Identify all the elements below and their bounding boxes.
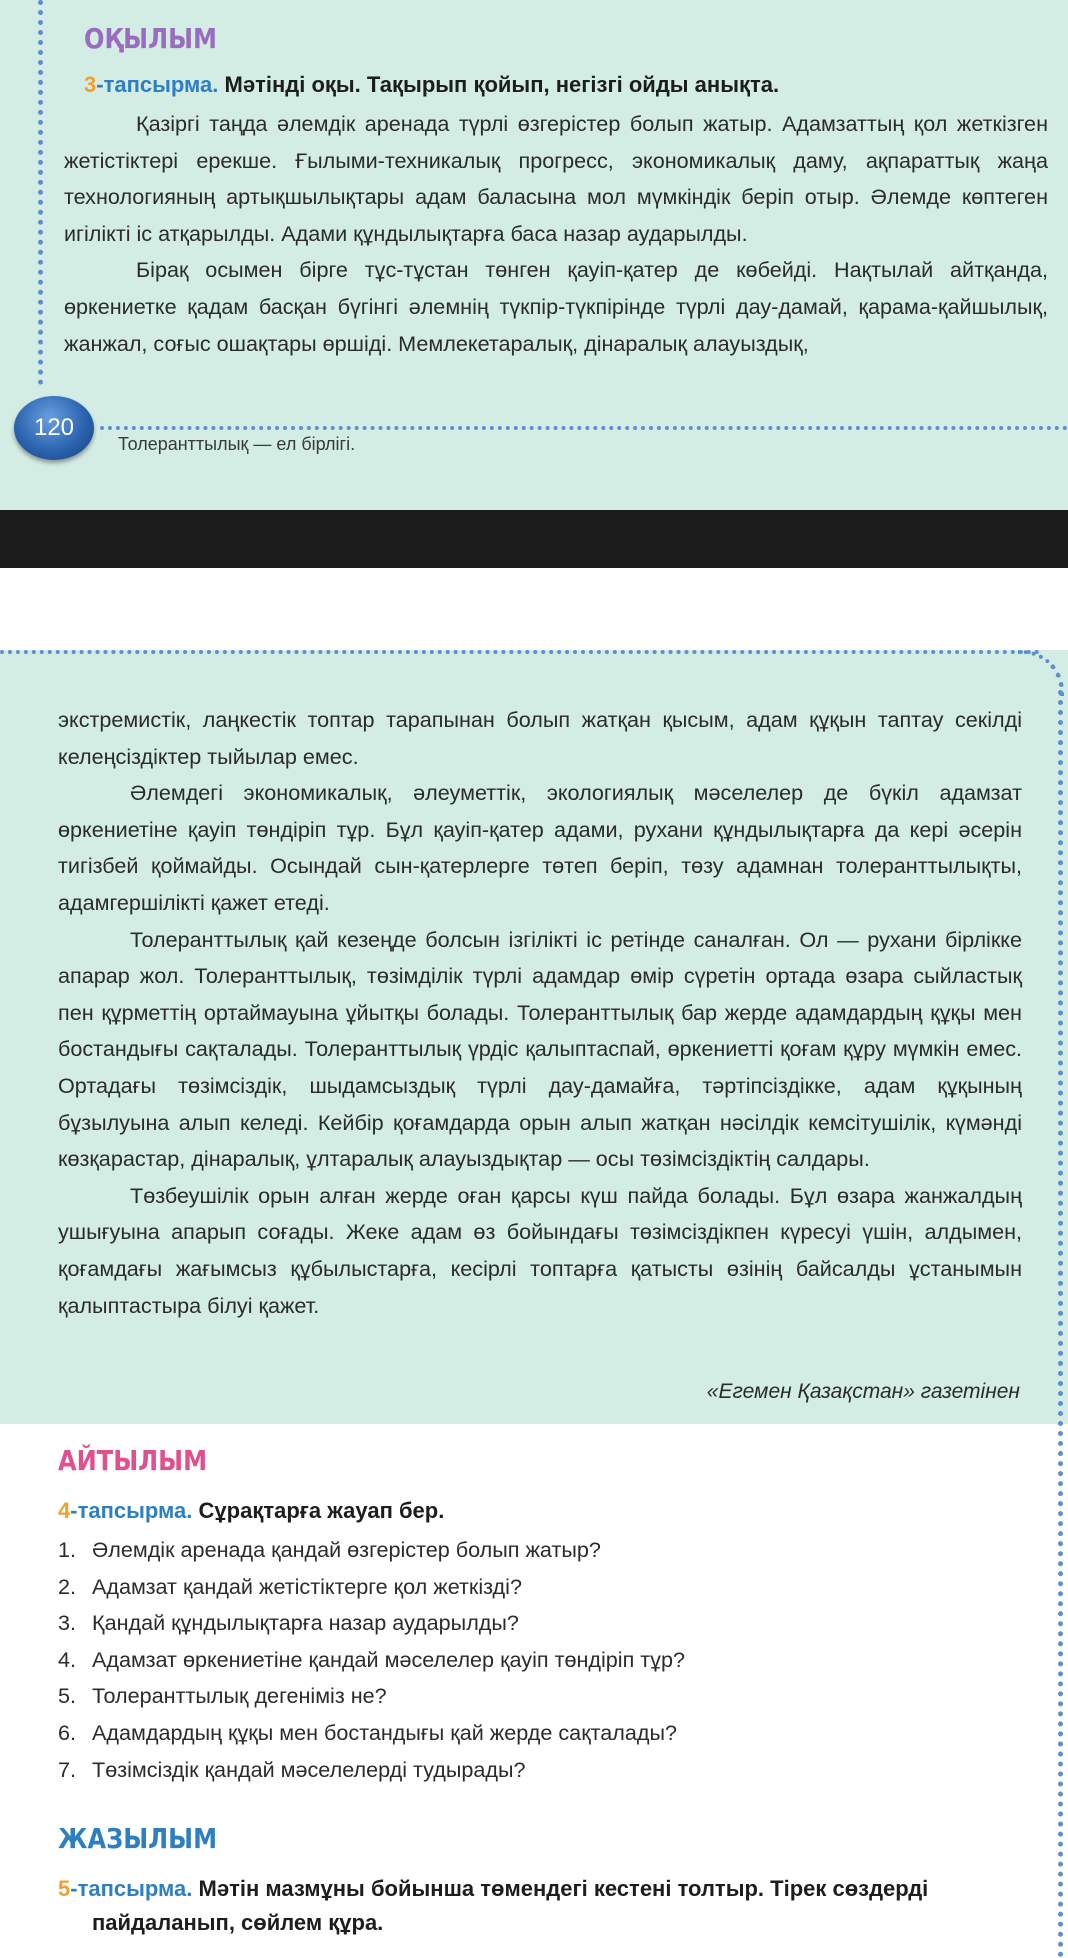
page1-text [64, 106, 1048, 362]
task-4 [58, 1494, 444, 1528]
list-item: 3. Қандай құндылықтарға назар аударылды? [58, 1610, 519, 1636]
task-4-number: 4 [58, 1498, 71, 1523]
task-5-instruction-line2: пайдаланып, сөйлем құра. [92, 1910, 384, 1935]
left-dotted-border [38, 0, 43, 385]
page2-text [58, 702, 1022, 1324]
question-list [58, 1532, 685, 1788]
task-5-number: 5 [58, 1876, 71, 1901]
task-4-instruction: Сұрақтарға жауап бер. [198, 1498, 445, 1523]
paragraph: Қазіргі таңда әлемдік аренада түрлі өзгерістер болып жатыр. Адамзаттың қол жеткізген жетістіктері ерекше. Ғылыми-техникалық прогресс, экономикалық даму, ақпараттық жаңа технологияның артықшылықтары адам баласына мол мүмкіндік беріп отыр. Әлемде көптеген игілікті іс атқарылды. Адами құндылықтарға баса назар аударылды. [64, 111, 1048, 246]
paragraph: экстремистік, лаңкестік топтар тарапынан болып жатқан қысым, адам құқын таптау секілді келеңсіздіктер тыйылар емес. [58, 707, 1022, 769]
task-3-label: -тапсырма. [96, 72, 219, 97]
list-item: 1. Әлемдік аренада қандай өзгерістер болып жатыр? [58, 1537, 601, 1562]
top-dotted-border [0, 650, 1040, 654]
task-5-instruction-line1: Мәтін мазмұны бойынша төмендегі кестені толтыр. Тірек сөздерді [198, 1876, 929, 1901]
section-aitylym [58, 1444, 231, 1477]
task-3-instruction: Мәтінді оқы. Тақырып қойып, негізгі ойды анықта. [224, 72, 780, 97]
list-item: 2. Адамзат қандай жетістіктерге қол жеткізді? [58, 1573, 522, 1599]
task-4-label: -тапсырма. [70, 1498, 193, 1523]
list-item: 7. Төзімсіздік қандай мәселелерді тудырады? [58, 1756, 526, 1782]
source-citation: «Егемен Қазақстан» газетінен [706, 1380, 1020, 1403]
section-title-aitylym: АЙТЫЛЫМ [58, 1444, 208, 1477]
paragraph: Төзбеушілік орын алған жерде оған қарсы күш пайда болады. Бұл өзара жанжалдың ушығуына апарып соғады. Жеке адам өз бойындағы төзімсіздікпен күресуі үшін, алдымен, қоғамдағы жағымсыз құбылыстарға, кесірлі топтарға қатысты өзінің байсалды ұстанымын қалыптастыра білуі қажет. [58, 1182, 1022, 1318]
task-3-number: 3 [84, 72, 97, 97]
footer-dotted-line [100, 426, 1068, 430]
section-okylym [84, 22, 239, 55]
list-item: 4. Адамзат өркениетіне қандай мәселелер қауіп төндіріп тұр? [58, 1646, 685, 1672]
section-title-zhazylym: ЖАЗЫЛЫМ [58, 1822, 218, 1855]
task-5 [58, 1872, 928, 1940]
paragraph: Әлемдегі экономикалық, әлеуметтік, экологиялық мәселелер де бүкіл адамзат өркениетіне қауіп төндіріп тұр. Бұл қауіп-қатер адами, рухани құндылықтарға да кері әсерін тигізбей қоймайды. Осындай сын-қатерлерге төтеп беріп, төзу адамнан толеранттылықты, адамгершілікті қажет етеді. [58, 780, 1022, 915]
task-3 [84, 68, 779, 102]
right-dotted-border [1058, 690, 1063, 1958]
list-item: 6. Адамдардың құқы мен бостандығы қай жерде сақталады? [58, 1719, 678, 1745]
paragraph: Толеранттылық қай кезеңде болсын ізгілікті іс ретінде саналған. Ол — рухани бірлікке апарар жол. Толеранттылық, төзімділік түрлі адамдар өмір сүретін ортада өзара сыйластық пен құрметтің ортаймауына ұйытқы болады. Толеранттылық бар жерде адамдардың құқы мен бостандығы сақталады. Толеранттылық үрдіс қалыптаспай, өркениетті қоғам құру мүмкін емес. Ортадағы төзімсіздік, шыдамсыздық түрлі дау-дамайға, тәртіпсіздікке, адам құқының бұзылуына алып келеді. Кейбір қоғамдарда орын алып жатқан нәсілдік кемсітушілік, күмәнді көзқарастар, дінаралық, ұлтаралық алауыздықтар — осы төзімсіздіктің салдары. [58, 926, 1022, 1172]
task-5-label: -тапсырма. [70, 1876, 193, 1901]
list-item: 5. Толеранттылық дегеніміз не? [58, 1683, 387, 1709]
paragraph: Бірақ осымен бірге тұс-тұстан төнген қауіп-қатер де көбейді. Нақтылай айтқанда, өркениетке қадам басқан бүгінгі әлемнің түкпір-түкпірінде түрлі дау-дамай, қарама-қайшылық, жанжал, соғыс ошақтары өршіді. Мемлекетаралық, дінаралық алауыздық, [64, 257, 1048, 356]
section-zhazylym [58, 1822, 243, 1855]
page-footer-title: Толеранттылық — ел бірлігі. [118, 434, 356, 454]
page-number: 120 [33, 414, 75, 441]
page-gap-band [0, 510, 1068, 568]
section-title-okylym: ОҚЫЛЫМ [84, 22, 218, 55]
page-number-badge [14, 396, 94, 460]
